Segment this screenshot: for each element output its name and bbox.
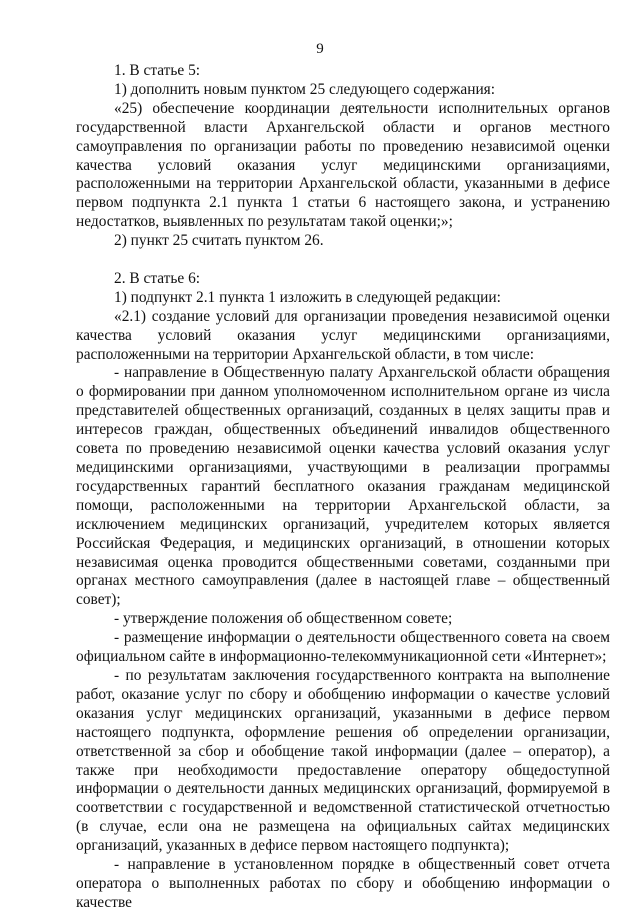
list-item: - по результатам заключения государственного контракта на выполнение работ, оказание услуг по сбору и обобщению информации о качестве условий оказания услуг медицинских организаций, указанными в дефисе первом настоящего подпункта, оформление решения об определении организации, ответственной за сбор и обобщение такой информации (далее – оператор), а также при необходимости предоставление оператору общедоступной информации о деятельности данных медицинских организаций, формируемой в соответствии с государственной и ведомственной статистической отчетностью (в случае, если она не размещена на официальных сайтах медицинских организаций, указанных в дефисе первом настоящего подпункта); <box>76 666 610 855</box>
paragraph: 1) подпункт 2.1 пункта 1 изложить в следующей редакции: <box>114 288 501 306</box>
paragraph: «25) обеспечение координации деятельности исполнительных органов государственной власти Архангельской области и органов местного самоуправления по организации работы по проведению независимой оценки качества условий оказания услуг медицинскими организациями, расположенными на территории Архангельской области, указанными в дефисе первом подпункта 2.1 пункта 1 статьи 6 настоящего закона, и устранению недостатков, выявленных по результатам такой оценки;»; <box>76 99 610 231</box>
list-item: - направление в установленном порядке в общественный совет отчета оператора о выполненных работах по сбору и обобщению информации о качестве <box>76 856 610 911</box>
page-number: 9 <box>316 41 324 57</box>
section-heading-article-5: 1. В статье 5: <box>114 62 201 79</box>
paragraph: 2) пункт 25 считать пунктом 26. <box>114 232 324 250</box>
list-item: - размещение информации о деятельности общественного совета на своем официальном сайте в информационно-телекоммуникационной сети «Интернет»; <box>76 629 610 666</box>
paragraph: «2.1) создание условий для организации проведения независимой оценки качества условий оказания услуг медицинскими организациями, расположенными на территории Архангельской области, в том числе: <box>76 307 610 363</box>
list-item: - направление в Общественную палату Архангельской области обращения о формировании при данном уполномоченном исполнительном органе из числа представителей общественных организаций, созданных в целях защиты прав и интересов граждан, общественных объединений инвалидов общественного совета по проведению независимой оценки качества условий оказания услуг медицинскими организациями, участвующими в реализации программы государственных гарантий бесплатного оказания гражданам медицинской помощи, расположенными на территории Архангельской области, за исключением медицинских организаций, учредителем которых является Российская Федерация, и медицинских организаций, в отношении которых независимая оценка проводится общественными советами, созданными при органах местного самоуправления (далее в настоящей главе – общественный совет); <box>76 364 610 609</box>
paragraph: 1) дополнить новым пунктом 25 следующего содержания: <box>114 80 496 98</box>
list-item: - утверждение положения об общественном совете; <box>114 610 453 628</box>
section-heading-article-6: 2. В статье 6: <box>114 269 201 287</box>
document-body <box>76 62 610 913</box>
